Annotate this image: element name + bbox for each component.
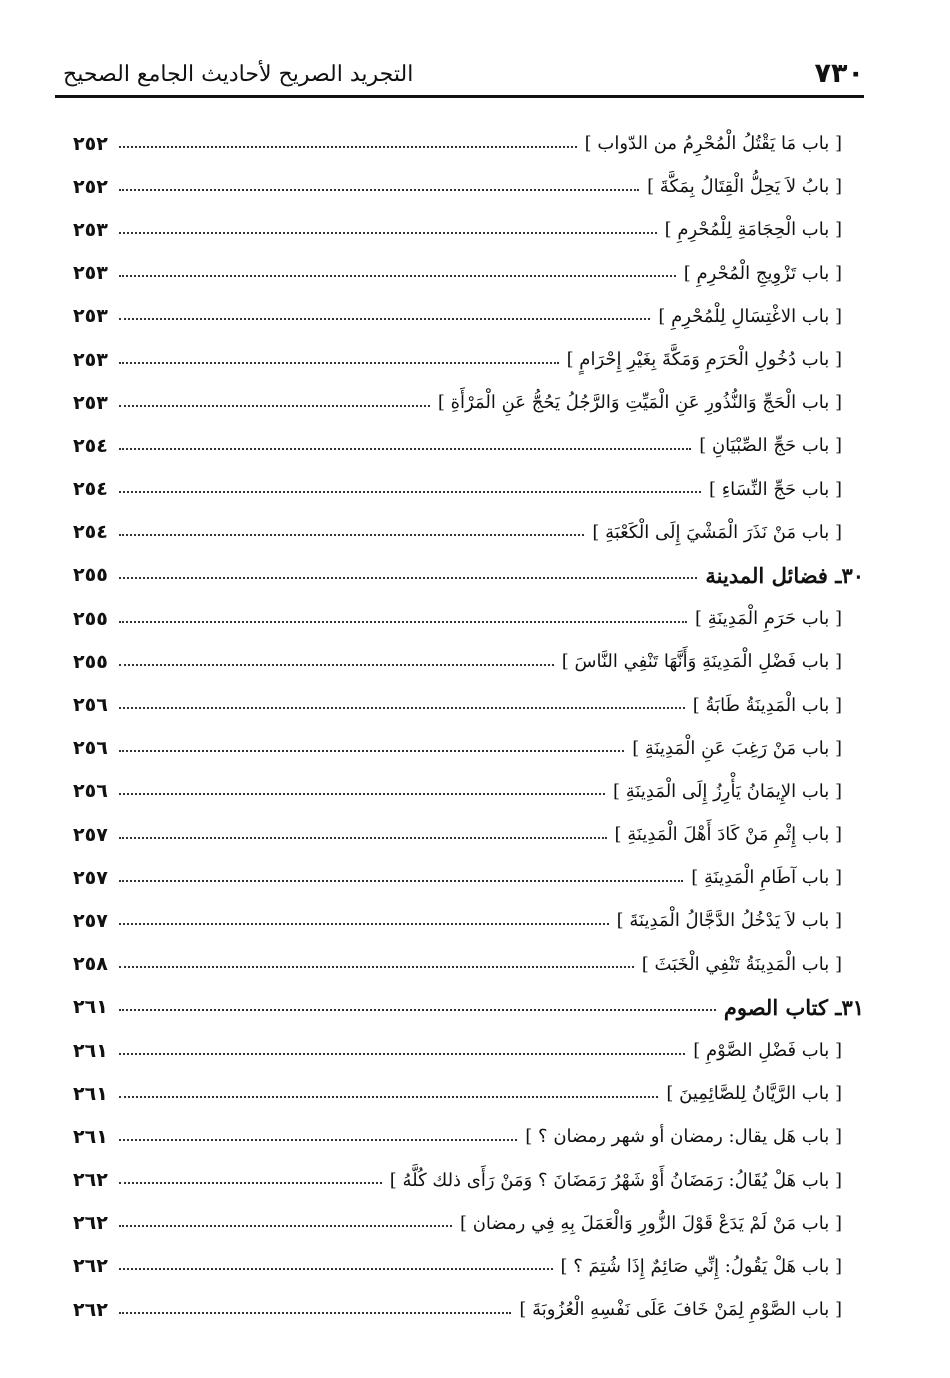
toc-entry-row bbox=[73, 856, 864, 899]
toc-page-number: ٢٦١ bbox=[73, 1125, 108, 1148]
dot-leader bbox=[119, 664, 554, 666]
toc-page-number: ٢٥٥ bbox=[73, 607, 108, 630]
dot-leader bbox=[119, 405, 430, 407]
toc-entry-row bbox=[73, 1288, 864, 1331]
toc-entry-title: [ باب هَلْ يُقَالُ: رَمَضَانُ أَوْ شَهْرُ رَمَضَانَ ؟ وَمَنْ رَأَى ذلك كُلَّهُ ] bbox=[389, 1169, 842, 1191]
dot-leader bbox=[119, 1053, 685, 1055]
dot-leader bbox=[119, 534, 584, 536]
toc-entry-title: [ باب تَزْوِيجِ الْمُحْرِمِ ] bbox=[683, 262, 842, 284]
toc-entry-row bbox=[73, 1202, 864, 1245]
dot-leader bbox=[119, 880, 683, 882]
toc-entry-row bbox=[73, 1245, 864, 1288]
toc-entry-title: [ باب إِثْمِ مَنْ كَادَ أَهْلَ الْمَدِينَةِ ] bbox=[614, 824, 842, 846]
toc-entry-title: [ باب مَنْ لَمْ يَدَعْ قَوْلَ الزُّورِ وَالْعَمَلَ بِهِ فِي رمضان ] bbox=[459, 1212, 842, 1234]
dot-leader bbox=[119, 318, 650, 320]
toc-page-number: ٢٥٤ bbox=[73, 434, 108, 457]
toc-entry-row bbox=[73, 899, 864, 942]
toc-section-row bbox=[73, 986, 864, 1029]
dot-leader bbox=[119, 146, 577, 148]
toc-entry-row bbox=[73, 1029, 864, 1072]
dot-leader bbox=[119, 362, 559, 364]
dot-leader bbox=[119, 1096, 658, 1098]
toc-entry-title: [ باب دُخُولِ الْحَرَمِ وَمَكَّةَ بِغَيْرِ إِحْرَامٍ ] bbox=[566, 349, 842, 371]
dot-leader bbox=[119, 275, 676, 277]
toc-entry-row bbox=[73, 381, 864, 424]
toc-page-number: ٢٥٢ bbox=[73, 175, 108, 198]
toc-page-number: ٢٥٦ bbox=[73, 780, 108, 803]
toc-page-number: ٢٥٨ bbox=[73, 953, 108, 976]
dot-leader bbox=[119, 232, 657, 234]
toc-page-number: ٢٥٤ bbox=[73, 521, 108, 544]
toc-entry-row bbox=[73, 252, 864, 295]
toc-entry-title: [ باب لاَ يَدْخُلُ الدَّجَّالُ الْمَدِينَةَ ] bbox=[616, 910, 842, 932]
toc-page-number: ٢٥٣ bbox=[73, 348, 108, 371]
toc-entry-title: [ باب فَضْلِ الصَّوْمِ ] bbox=[693, 1040, 842, 1062]
toc-entry-title: [ باب مَنْ رَغِبَ عَنِ الْمَدِينَةِ ] bbox=[632, 737, 842, 759]
toc-entry-row bbox=[73, 597, 864, 640]
toc-page-number: ٢٥٧ bbox=[73, 823, 108, 846]
dot-leader bbox=[119, 1182, 382, 1184]
toc-page-number: ٢٥٥ bbox=[73, 650, 108, 673]
toc-entry-title: [ بابُ لاَ يَحِلُّ الْقِتَالُ بِمَكَّةَ ] bbox=[647, 176, 842, 198]
toc-section-row bbox=[73, 554, 864, 597]
toc-entry-title: [ باب الاغْتِسَالِ لِلْمُحْرِمِ ] bbox=[658, 305, 842, 327]
toc-page-number: ٢٥٦ bbox=[73, 737, 108, 760]
toc-entry-title: [ باب آطَامِ الْمَدِينَةِ ] bbox=[691, 867, 842, 889]
toc-page-number: ٢٥٣ bbox=[73, 391, 108, 414]
toc-entry-row bbox=[73, 770, 864, 813]
dot-leader bbox=[119, 621, 687, 623]
toc-entry-title: [ باب حَرَمِ الْمَدِينَةِ ] bbox=[694, 608, 842, 630]
toc-entry-title: [ باب مَا يَقْتُلُ الْمُحْرِمُ من الدّواب ] bbox=[584, 133, 842, 155]
toc-entry-row bbox=[73, 165, 864, 208]
toc-page-number: ٢٥٤ bbox=[73, 478, 108, 501]
page-number: ٧٣٠ bbox=[814, 58, 864, 89]
dot-leader bbox=[119, 1139, 517, 1141]
dot-leader bbox=[119, 750, 624, 752]
dot-leader bbox=[119, 837, 607, 839]
toc-entry-row bbox=[73, 1159, 864, 1202]
toc-entry-title: [ باب الرَّيَّانُ لِلصَّائِمِينَ ] bbox=[666, 1083, 842, 1105]
dot-leader bbox=[119, 1312, 511, 1314]
toc-page-number: ٢٦٢ bbox=[73, 1298, 108, 1321]
toc-entry-title: [ باب فَضْلِ الْمَدِينَةِ وَأَنَّهَا تَنْفِي النَّاسَ ] bbox=[561, 651, 842, 673]
dot-leader bbox=[119, 707, 685, 709]
toc-page-number: ٢٦٢ bbox=[73, 1169, 108, 1192]
dot-leader bbox=[119, 1225, 452, 1227]
dot-leader bbox=[119, 793, 605, 795]
toc-entry-row bbox=[73, 1115, 864, 1158]
dot-leader bbox=[119, 1009, 716, 1011]
book-title: التجريد الصريح لأحاديث الجامع الصحيح bbox=[63, 62, 414, 87]
toc-entry-title: [ باب هَلْ يَقُولُ: إِنِّي صَائِمٌ إِذَا شُتِمَ ؟ ] bbox=[560, 1255, 842, 1277]
dot-leader bbox=[119, 966, 634, 968]
toc-entry-title: [ باب مَنْ نَذَرَ الْمَشْيَ إِلَى الْكَعْبَةِ ] bbox=[592, 521, 842, 543]
toc-entry-title: [ باب حَجِّ النِّسَاءِ ] bbox=[708, 478, 842, 500]
toc-page-number: ٢٥٣ bbox=[73, 305, 108, 328]
toc-entry-row bbox=[73, 122, 864, 165]
toc-section-title: ٣٠ـ فضائل المدينة bbox=[705, 562, 864, 588]
toc-page-number: ٢٥٧ bbox=[73, 866, 108, 889]
toc-page-number: ٢٥٢ bbox=[73, 132, 108, 155]
toc-entry-row bbox=[73, 468, 864, 511]
page-header bbox=[55, 58, 864, 98]
toc-page-number: ٢٥٣ bbox=[73, 262, 108, 285]
toc-section-title: ٣١ـ كتاب الصوم bbox=[723, 994, 864, 1020]
toc-entry-title: [ باب هَل يقال: رمضان أو شهر رمضان ؟ ] bbox=[525, 1126, 842, 1148]
dot-leader bbox=[119, 923, 609, 925]
dot-leader bbox=[119, 448, 691, 450]
toc-entry-title: [ باب الْمَدِينَةُ تَنْفِي الْخَبَثَ ] bbox=[641, 953, 842, 975]
toc-entry-title: [ باب الْمَدِينَةُ طَابَةُ ] bbox=[692, 694, 842, 716]
toc-entry-row bbox=[73, 208, 864, 251]
toc-entry-row bbox=[73, 511, 864, 554]
toc-entry-title: [ باب حَجِّ الصِّبْيَانِ ] bbox=[699, 435, 842, 457]
toc-entry-title: [ باب الْحِجَامَةِ لِلْمُحْرِمِ ] bbox=[664, 219, 842, 241]
toc-entry-title: [ باب الصَّوْمِ لِمَنْ خَافَ عَلَى نَفْسِهِ الْعُزُوبَةَ ] bbox=[519, 1299, 842, 1321]
toc-page-number: ٢٦٢ bbox=[73, 1212, 108, 1235]
toc-page-number: ٢٦١ bbox=[73, 1082, 108, 1105]
toc-entry-row bbox=[73, 813, 864, 856]
dot-leader bbox=[119, 491, 701, 493]
toc-entry-row bbox=[73, 424, 864, 467]
toc-page-number: ٢٥٦ bbox=[73, 694, 108, 717]
toc-entry-row bbox=[73, 727, 864, 770]
toc-entry-row bbox=[73, 683, 864, 726]
dot-leader bbox=[119, 1268, 553, 1270]
toc-entry-title: [ باب الْحَجِّ وَالنُّذُورِ عَنِ الْمَيِّتِ وَالرَّجُلُ يَحُجُّ عَنِ الْمَرْأَةِ ] bbox=[437, 392, 842, 414]
toc-entry-row bbox=[73, 295, 864, 338]
toc-page-number: ٢٦١ bbox=[73, 1039, 108, 1062]
toc-entry-row bbox=[73, 943, 864, 986]
toc-entry-title: [ باب الإِيمَانُ يَأْرِزُ إِلَى الْمَدِينَةِ ] bbox=[613, 780, 842, 802]
toc-page-number: ٢٥٧ bbox=[73, 909, 108, 932]
toc-page-number: ٢٦١ bbox=[73, 996, 108, 1019]
toc-entry-row bbox=[73, 640, 864, 683]
toc-entry-row bbox=[73, 338, 864, 381]
toc-entry-row bbox=[73, 1072, 864, 1115]
table-of-contents bbox=[73, 122, 864, 1331]
toc-page-number: ٢٦٢ bbox=[73, 1255, 108, 1278]
toc-page-number: ٢٥٥ bbox=[73, 564, 108, 587]
toc-page-number: ٢٥٣ bbox=[73, 218, 108, 241]
dot-leader bbox=[119, 189, 639, 191]
dot-leader bbox=[119, 577, 697, 579]
